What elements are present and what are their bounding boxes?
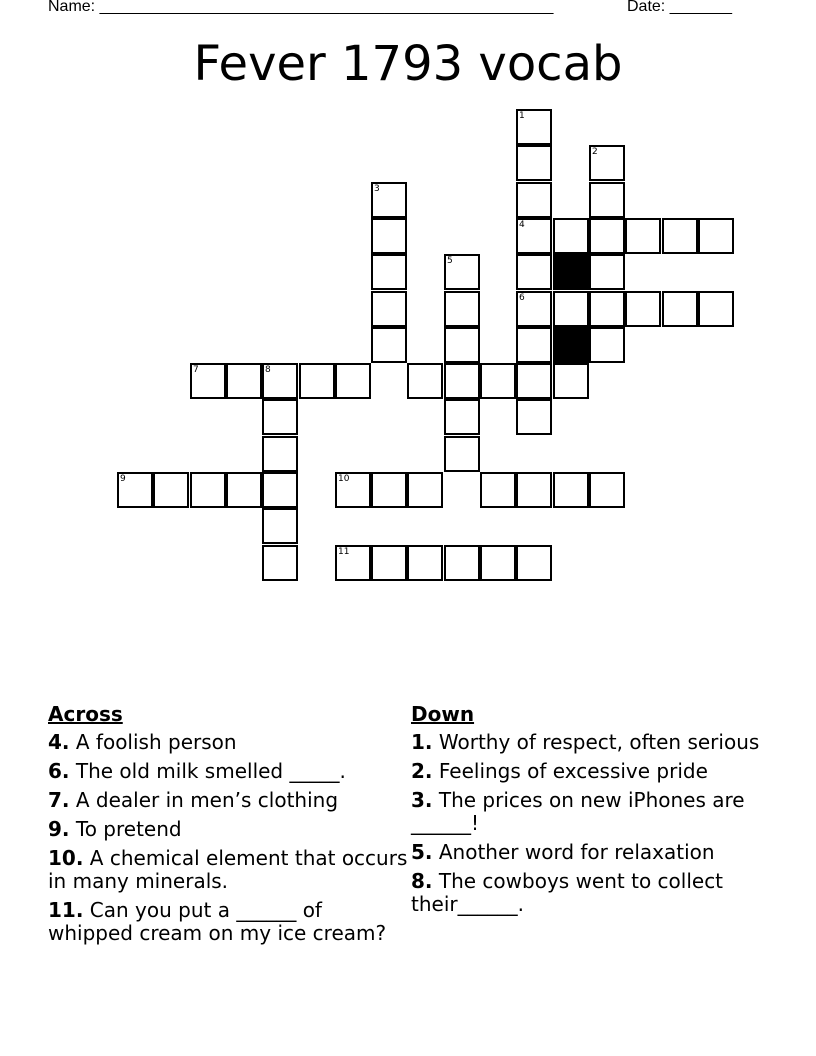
- page-title: Fever 1793 vocab: [193, 36, 623, 92]
- grid-cell[interactable]: [226, 363, 262, 399]
- cell-number: 5: [447, 256, 453, 266]
- grid-cell[interactable]: [190, 472, 226, 508]
- grid-cell[interactable]: [371, 291, 407, 327]
- grid-cell[interactable]: [444, 399, 480, 435]
- grid-cell[interactable]: [589, 182, 625, 218]
- grid-cell[interactable]: [226, 472, 262, 508]
- cell-number: 7: [193, 365, 199, 375]
- across-clues: [48, 703, 408, 951]
- grid-cell[interactable]: [444, 545, 480, 581]
- grid-cell[interactable]: [371, 254, 407, 290]
- grid-cell[interactable]: [516, 254, 552, 290]
- grid-cell[interactable]: [262, 399, 298, 435]
- grid-cell[interactable]: [444, 254, 480, 290]
- grid-cell[interactable]: [262, 508, 298, 544]
- grid-block: [553, 327, 589, 363]
- grid-cell[interactable]: [153, 472, 189, 508]
- grid-cell[interactable]: [698, 218, 734, 254]
- across-clue-11: 11. Can you put a ______ of whipped cream on my ice cream?: [48, 898, 387, 945]
- cell-number: 8: [265, 365, 271, 375]
- across-clue-7: 7. A dealer in men’s clothing: [48, 788, 339, 812]
- grid-cell[interactable]: [444, 363, 480, 399]
- date-field: Date: _______: [627, 0, 732, 15]
- grid-cell[interactable]: [407, 363, 443, 399]
- grid-cell[interactable]: [262, 472, 298, 508]
- name-field: Name: ___________________________________________________: [48, 0, 554, 15]
- grid-cell[interactable]: [407, 545, 443, 581]
- cell-number: 10: [338, 474, 350, 484]
- grid-cell[interactable]: [625, 291, 661, 327]
- grid-cell[interactable]: [407, 472, 443, 508]
- grid-cell[interactable]: [444, 327, 480, 363]
- down-clue-8: 8. The cowboys went to collect their______.: [411, 869, 724, 916]
- grid-cell[interactable]: [371, 182, 407, 218]
- grid-cell[interactable]: [371, 218, 407, 254]
- cell-number: 6: [519, 293, 525, 303]
- grid-cell[interactable]: [335, 545, 371, 581]
- grid-cell[interactable]: [589, 291, 625, 327]
- grid-cell[interactable]: [553, 363, 589, 399]
- cell-number: 1: [519, 111, 525, 121]
- grid-cell[interactable]: [371, 327, 407, 363]
- grid-cell[interactable]: [589, 145, 625, 181]
- grid-cell[interactable]: [553, 218, 589, 254]
- grid-cell[interactable]: [516, 109, 552, 145]
- grid-cell[interactable]: [516, 327, 552, 363]
- across-clue-10: 10. A chemical element that occurs in many minerals.: [48, 846, 408, 893]
- grid-cell[interactable]: [444, 436, 480, 472]
- down-heading: Down: [411, 702, 475, 726]
- grid-cell[interactable]: [625, 218, 661, 254]
- grid-cell[interactable]: [589, 218, 625, 254]
- grid-cell[interactable]: [553, 472, 589, 508]
- cell-number: 11: [338, 547, 350, 557]
- grid-cell[interactable]: [516, 218, 552, 254]
- grid-cell[interactable]: [698, 291, 734, 327]
- grid-cell[interactable]: [589, 472, 625, 508]
- grid-cell[interactable]: [589, 254, 625, 290]
- across-clue-9: 9. To pretend: [48, 817, 182, 841]
- grid-block: [553, 254, 589, 290]
- grid-cell[interactable]: [371, 472, 407, 508]
- down-clues: [411, 703, 761, 922]
- grid-cell[interactable]: [480, 545, 516, 581]
- grid-cell[interactable]: [516, 472, 552, 508]
- grid-cell[interactable]: [371, 545, 407, 581]
- grid-cell[interactable]: [589, 327, 625, 363]
- grid-cell[interactable]: [516, 363, 552, 399]
- grid-cell[interactable]: [662, 218, 698, 254]
- grid-cell[interactable]: [480, 472, 516, 508]
- grid-cell[interactable]: [117, 472, 153, 508]
- down-clue-2: 2. Feelings of excessive pride: [411, 759, 708, 783]
- across-heading: Across: [48, 702, 123, 726]
- cell-number: 3: [374, 184, 380, 194]
- grid-cell[interactable]: [553, 291, 589, 327]
- grid-cell[interactable]: [516, 399, 552, 435]
- grid-cell[interactable]: [516, 291, 552, 327]
- down-clue-1: 1. Worthy of respect, often serious: [411, 730, 760, 754]
- grid-cell[interactable]: [335, 472, 371, 508]
- across-clue-6: 6. The old milk smelled _____.: [48, 759, 346, 783]
- grid-cell[interactable]: [190, 363, 226, 399]
- grid-cell[interactable]: [480, 363, 516, 399]
- down-clue-3: 3. The prices on new iPhones are ______!: [411, 788, 745, 835]
- grid-cell[interactable]: [516, 145, 552, 181]
- down-clue-5: 5. Another word for relaxation: [411, 840, 715, 864]
- grid-cell[interactable]: [262, 436, 298, 472]
- grid-cell[interactable]: [516, 182, 552, 218]
- grid-cell[interactable]: [262, 545, 298, 581]
- grid-cell[interactable]: [299, 363, 335, 399]
- cell-number: 2: [592, 147, 598, 157]
- cell-number: 9: [120, 474, 126, 484]
- grid-cell[interactable]: [516, 545, 552, 581]
- grid-cell[interactable]: [262, 363, 298, 399]
- grid-cell[interactable]: [662, 291, 698, 327]
- cell-number: 4: [519, 220, 525, 230]
- across-clue-4: 4. A foolish person: [48, 730, 237, 754]
- grid-cell[interactable]: [444, 291, 480, 327]
- grid-cell[interactable]: [335, 363, 371, 399]
